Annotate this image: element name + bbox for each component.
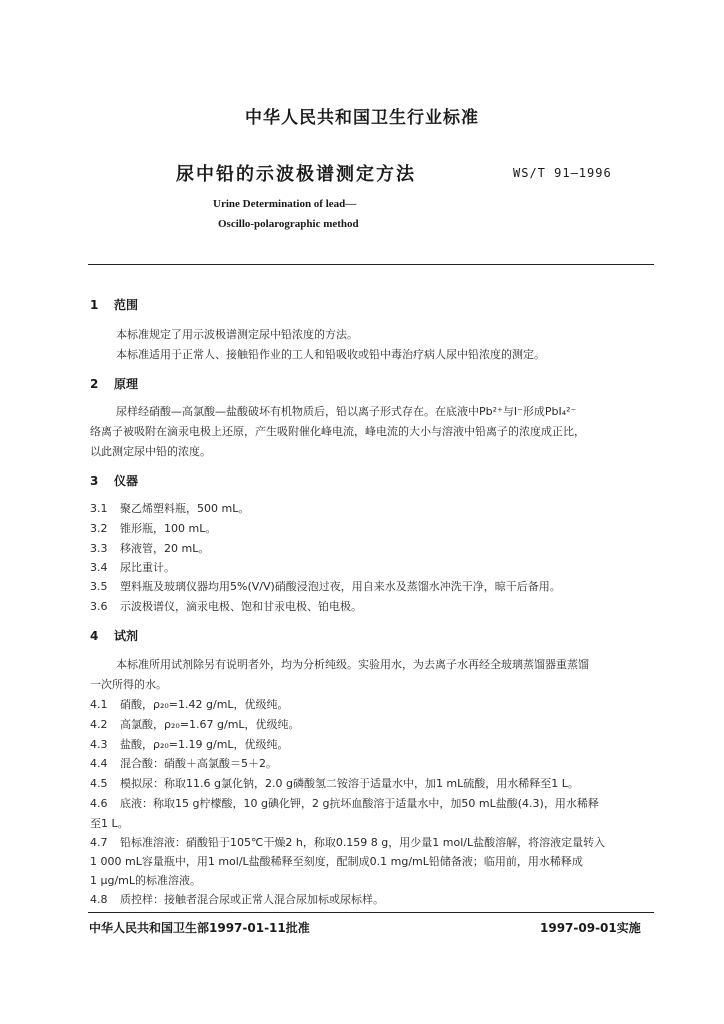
list-item-continuation: 1 000 mL容量瓶中，用1 mol/L盐酸稀释至刻度，配制成0.1 mg/mL铅储备液；临用前，用水稀释成 [90, 855, 583, 868]
list-item: 3.5 塑料瓶及玻璃仪器均用5%(V/V)硝酸浸泡过夜，用自来水及蒸馏水冲洗干净，晾干后备用。 [90, 580, 561, 593]
implementation-date: 1997-09-01实施 [540, 921, 641, 935]
list-item: 3.6 示波极谱仪，滴汞电极、饱和甘汞电极、铂电极。 [90, 600, 362, 613]
list-item: 4.1 硝酸，ρ₂₀=1.42 g/mL，优级纯。 [90, 698, 289, 711]
section-number: 2 [90, 377, 99, 391]
english-title-line-1: Urine Determination of lead— [213, 198, 357, 210]
list-item: 4.6 底液：称取15 g柠檬酸，10 g碘化钾，2 g抗坏血酸溶于适量水中，加50 mL盐酸(4.3)，用水稀释 [90, 797, 599, 810]
list-item: 3.3 移液管，20 mL。 [90, 542, 210, 555]
section-4-intro-line-1: 本标准所用试剂除另有说明者外，均为分析纯级。实验用水，为去离子水再经全玻璃蒸馏器重蒸馏 [116, 658, 589, 671]
section-title: 范围 [114, 298, 139, 312]
approval-date: 中华人民共和国卫生部1997-01-11批准 [89, 921, 310, 935]
section-title: 仪器 [114, 474, 139, 488]
list-item: 3.4 尿比重计。 [90, 561, 175, 574]
section-2-line-2: 络离子被吸附在滴汞电极上还原，产生吸附催化峰电流，峰电流的大小与溶液中铅离子的浓度成正比， [90, 425, 585, 438]
section-1-heading [90, 296, 138, 313]
section-2-line-1: 尿样经硝酸—高氯酸—盐酸破坏有机物质后，铅以离子形式存在。在底液中Pb²⁺与I⁻形成PbI₄²⁻ [116, 405, 577, 418]
section-1-paragraph-1: 本标准规定了用示波极谱测定尿中铅浓度的方法。 [116, 328, 358, 341]
header-divider [88, 264, 654, 265]
section-number: 4 [90, 629, 99, 643]
list-item: 4.8 质控样：接触者混合尿或正常人混合尿加标或尿标样。 [90, 893, 384, 906]
list-item: 3.2 锥形瓶，100 mL。 [90, 522, 217, 535]
list-item: 4.2 高氯酸，ρ₂₀=1.67 g/mL，优级纯。 [90, 718, 300, 731]
section-3-heading [90, 472, 138, 489]
section-title: 原理 [114, 377, 139, 391]
standard-header: 中华人民共和国卫生行业标准 [245, 108, 479, 128]
list-item: 4.5 模拟尿：称取11.6 g氯化钠，2.0 g磷酸氢二铵溶于适量水中，加1 mL硫酸，用水稀释至1 L。 [90, 777, 579, 790]
section-number: 1 [90, 298, 99, 312]
english-title-line-2: Oscillo-polarographic method [218, 218, 359, 230]
list-item-continuation: 至1 L。 [90, 817, 129, 830]
standard-code: WS/T 91—1996 [513, 166, 612, 180]
section-2-heading [90, 375, 138, 392]
section-2-line-3: 以此测定尿中铅的浓度。 [90, 445, 211, 458]
section-title: 试剂 [114, 629, 139, 643]
section-1-paragraph-2: 本标准适用于正常人、接触铅作业的工人和铅吸收或铅中毒治疗病人尿中铅浓度的测定。 [116, 348, 545, 361]
section-number: 3 [90, 474, 99, 488]
section-4-intro-line-2: 一次所得的水。 [90, 678, 167, 691]
section-4-heading [90, 627, 138, 644]
list-item: 4.7 铅标准溶液：硝酸铅于105℃干燥2 h，称取0.159 8 g，用少量1 mol/L盐酸溶解，将溶液定量转入 [90, 836, 606, 849]
list-item-continuation: 1 μg/mL的标准溶液。 [90, 874, 202, 887]
document-title: 尿中铅的示波极谱测定方法 [176, 164, 416, 185]
list-item: 4.3 盐酸，ρ₂₀=1.19 g/mL，优级纯。 [90, 738, 289, 751]
list-item: 3.1 聚乙烯塑料瓶，500 mL。 [90, 502, 250, 515]
footer-divider [88, 912, 654, 913]
list-item: 4.4 混合酸：硝酸＋高氯酸＝5＋2。 [90, 757, 277, 770]
